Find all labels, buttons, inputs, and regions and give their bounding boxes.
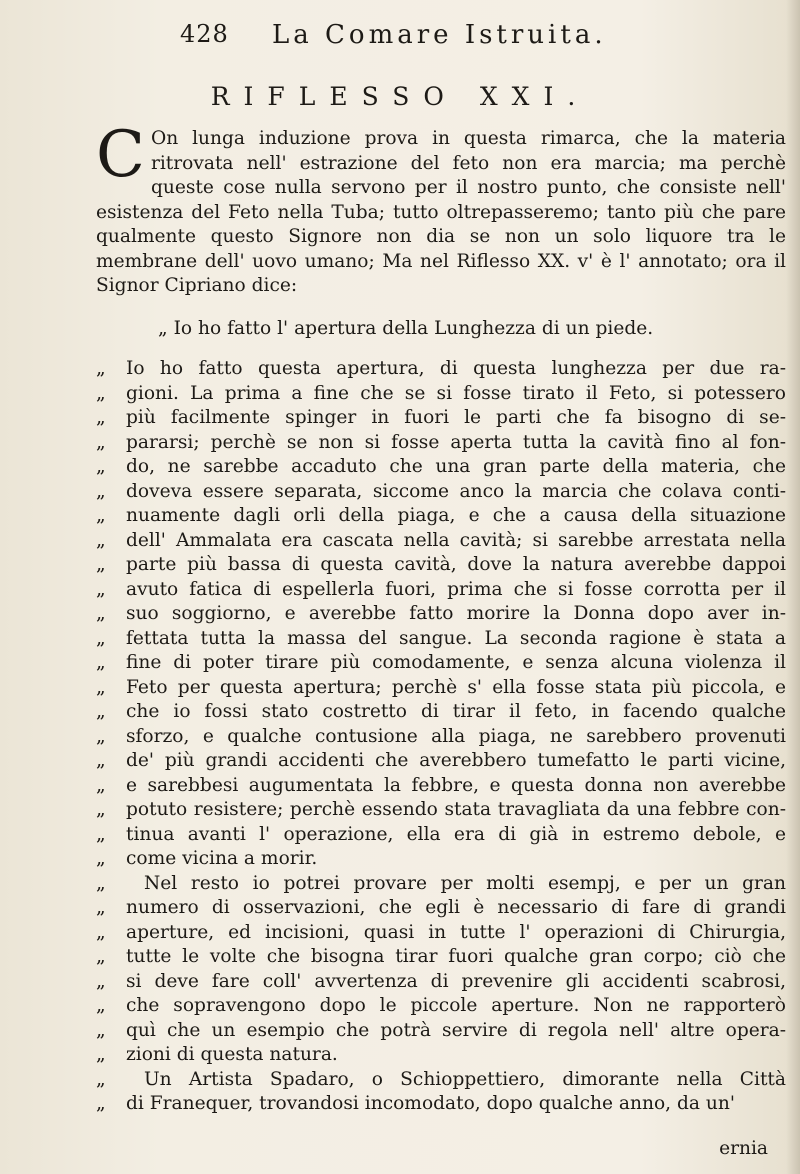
quote-line-text: tutte le volte che bisogna tirar fuori qualche gran corpo; ciò che [126,946,786,967]
quote-line [96,774,786,799]
quoted-passage [96,357,786,1117]
quote-line-mark: „ [96,701,106,722]
quote-line-text: più facilmente spinger in fuori le parti che fa bisogno di se- [126,407,786,428]
quote-line [96,700,786,725]
quote-line [96,1092,786,1117]
drop-cap: C [96,118,145,192]
quote-line-text: quì che un esempio che potrà servire di regola nell' altre opera- [126,1019,786,1041]
quote-line-text: do, ne sarebbe accaduto che una gran parte della materia, che [126,456,786,477]
chapter-title: RIFLESSO XXI. [210,82,590,111]
quote-line-text: di Franequer, trovandosi incomodato, dopo qualche anno, da un' [126,1093,735,1114]
quote-line-text: suo soggiorno, e averebbe fatto morire la Donna dopo aver in- [126,603,786,624]
intro-paragraph-text: On lunga induzione prova in questa rimarca, che la materia ritrovata nell' estrazione del feto non era marcia; ma perchè queste cose nulla servono per il nostro punto, che consiste nell' esistenza del Feto nella Tuba; tutto oltrepasseremo; tanto più che pare qualmente questo Signore non dia se non un solo liquore tra le membrane dell' uovo umano; Ma nel Riflesso XX. v' è l' annotato; ora il Signor Cipriano dice: [96,128,786,296]
quote-line [96,627,786,652]
quote-line-text: Un Artista Spadaro, o Schioppettiero, dimorante nella Città [144,1068,786,1090]
quote-line [96,676,786,701]
quote-heading-text: Io ho fatto l' apertura della Lunghezza di un piede. [173,317,654,339]
quote-line-mark: „ [96,480,106,502]
page-number: 428 [180,20,229,48]
quote-line-mark: „ [96,603,106,624]
quote-line-text: come vicina a morir. [126,848,318,869]
quote-line [96,847,786,872]
quote-line-mark: „ [96,921,106,943]
quote-line [96,872,786,897]
quote-line [96,725,786,750]
quote-line-mark: „ [96,554,106,575]
quote-line-mark: „ [96,676,106,698]
quote-line-text: numero di osservazioni, che egli è necessario di fare di grandi [126,897,786,918]
quote-line-text: de' più grandi accidenti che averebbero tumefatto le parti vicine, [126,750,786,771]
quote-line-text: e sarebbesi augumentata la febbre, e questa donna non averebbe [126,774,786,796]
quote-line [96,970,786,995]
quote-line-text: avuto fatica di espellerla fuori, prima che si fosse corrotta per il [126,578,786,600]
quote-line-mark: „ [96,407,106,428]
quote-line [96,896,786,921]
quote-line [96,431,786,456]
quote-line [96,382,786,407]
quote-line-text: tinua avanti l' operazione, ella era di già in estremo debole, e [126,823,786,845]
quote-line-mark: „ [96,848,106,869]
quote-line-mark: „ [96,1068,106,1090]
quote-line [96,553,786,578]
quote-heading [96,317,786,342]
quote-line-mark: „ [96,529,106,551]
quote-line [96,994,786,1019]
quote-line [96,945,786,970]
quote-line-text: si deve fare coll' avvertenza di prevenire gli accidenti scabrosi, [126,970,786,992]
quote-line-mark: „ [96,946,106,967]
quote-line-mark: „ [96,872,106,894]
quote-line-text: che sopravengono dopo le piccole aperture. Non ne rapporterò [126,995,786,1016]
quote-line-text: parte più bassa di questa cavità, dove la natura averebbe dappoi [126,554,786,575]
quote-line-mark: „ [96,774,106,796]
quote-line [96,406,786,431]
quote-line [96,504,786,529]
quote-line [96,651,786,676]
quote-line [96,357,786,382]
quote-line [96,602,786,627]
quote-line-text: nuamente dagli orli della piaga, e che a causa della situazione [126,505,786,526]
quote-line [96,749,786,774]
body-text [96,118,786,1117]
quote-line-mark: „ [96,823,106,845]
quote-line-mark: „ [96,1044,106,1065]
quote-line [96,1043,786,1068]
quote-line-text: aperture, ed incisioni, quasi in tutte l' operazioni di Chirurgia, [126,921,786,943]
quote-line [96,1068,786,1093]
quote-line-text: gioni. La prima a fine che se si fosse tirato il Feto, si potessero [126,382,786,404]
quote-line-mark: „ [96,725,106,747]
quote-line [96,480,786,505]
intro-paragraph [96,118,786,299]
quote-line-mark: „ [96,627,106,649]
quote-line-mark: „ [96,652,106,673]
quote-line-text: Feto per questa apertura; perchè s' ella fosse stata più piccola, e [126,676,786,698]
quote-line [96,578,786,603]
quote-line-mark: „ [96,431,106,453]
quote-line-mark: „ [96,358,106,379]
quote-line-mark: „ [96,1093,106,1114]
quote-line-text: Io ho fatto questa apertura, di questa lunghezza per due ra- [126,358,786,379]
quote-line-mark: „ [96,750,106,771]
quote-line-mark: „ [96,970,106,992]
quote-line-mark: „ [96,505,106,526]
page-header [180,20,740,60]
quote-line-mark: „ [96,1019,106,1041]
quote-line [96,1019,786,1044]
quote-line-text: Nel resto io potrei provare per molti esempj, e per un gran [144,872,786,894]
catchword: ernia [719,1138,768,1159]
quote-line [96,529,786,554]
quote-line-mark: „ [96,799,106,820]
quote-line-text: zioni di questa natura. [126,1044,338,1065]
quote-mark: „ [158,317,168,339]
quote-line-mark: „ [96,578,106,600]
quote-line-text: doveva essere separata, siccome anco la marcia che colava conti- [126,480,786,502]
quote-line [96,455,786,480]
quote-line-text: pararsi; perchè se non si fosse aperta tutta la cavità fino al fon- [126,431,786,453]
quote-line-mark: „ [96,995,106,1016]
quote-line-text: potuto resistere; perchè essendo stata travagliata da una febbre con- [126,799,786,820]
running-title: La Comare Istruita. [272,20,607,50]
quote-line-mark: „ [96,456,106,477]
quote-line-mark: „ [96,897,106,918]
quote-line-text: fine di poter tirare più comodamente, e senza alcuna violenza il [126,652,786,673]
quote-line-text: fettata tutta la massa del sangue. La seconda ragione è stata a [126,627,786,649]
quote-line [96,798,786,823]
quote-line [96,921,786,946]
quote-line-text: sforzo, e qualche contusione alla piaga, ne sarebbero provenuti [126,725,786,747]
quote-line [96,823,786,848]
page-edge-shadow [786,0,800,1174]
quote-line-text: che io fossi stato costretto di tirar il feto, in facendo qualche [126,701,786,722]
quote-line-mark: „ [96,382,106,404]
quote-line-text: dell' Ammalata era cascata nella cavità; si sarebbe arrestata nella [126,529,786,551]
